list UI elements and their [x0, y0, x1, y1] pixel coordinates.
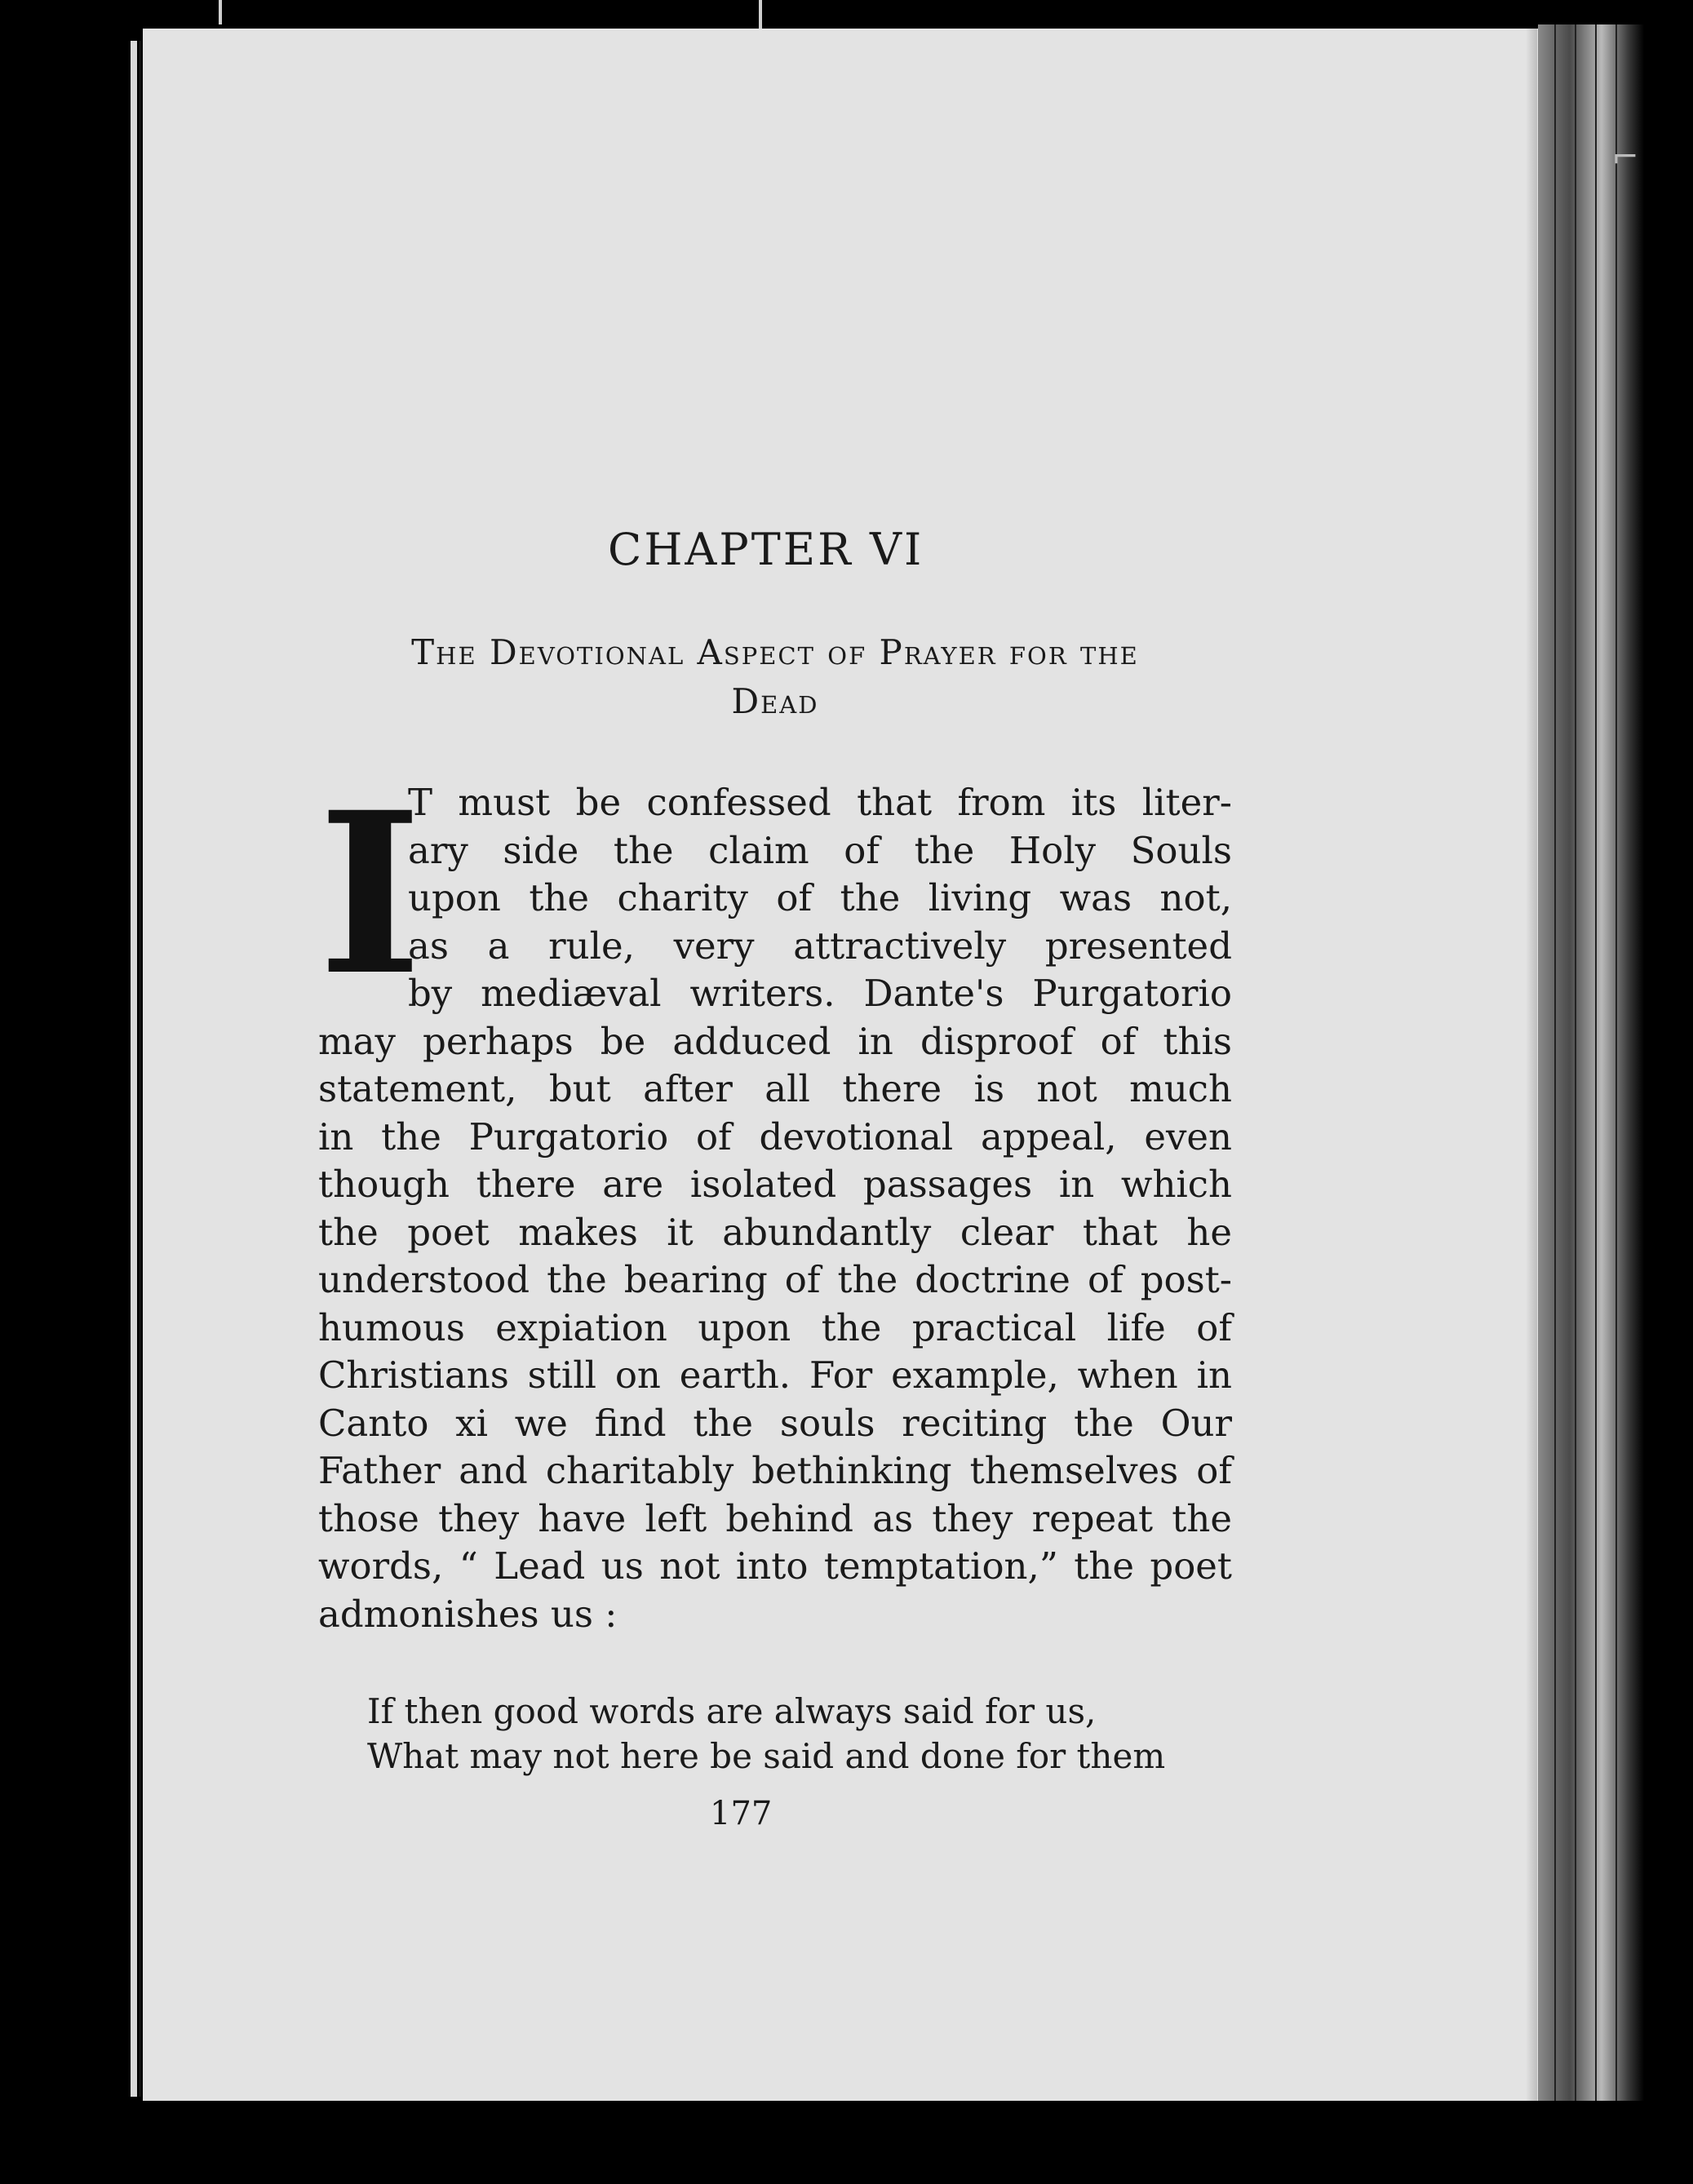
verse-line: If then good words are always said for us,	[367, 1691, 1097, 1731]
body-line: upon the charity of the living was not,	[408, 876, 1232, 919]
body-line: ary side the claim of the Holy Souls	[408, 828, 1232, 872]
top-scan-mark	[219, 0, 222, 24]
chapter-heading: CHAPTER VI	[608, 524, 924, 575]
scan-artifact: ⌐	[1611, 139, 1639, 176]
page-number: 177	[710, 1795, 773, 1832]
body-line: T must be confessed that from its liter-	[408, 781, 1232, 824]
body-line: in the Purgatorio of devotional appeal, even	[318, 1114, 1232, 1158]
chapter-title	[310, 628, 1240, 726]
page-stack-edge	[1538, 24, 1644, 2101]
body-line: admonishes us :	[318, 1592, 618, 1636]
chapter-title-line: Dead	[731, 681, 819, 721]
top-scan-mark	[759, 0, 762, 31]
verse-quote	[367, 1689, 1165, 1779]
left-page-shadow	[139, 41, 141, 2097]
verse-line: What may not here be said and done for them	[367, 1736, 1166, 1776]
body-line: by mediæval writers. Dante's Purgatorio	[408, 972, 1232, 1015]
body-line: Canto xi we find the souls reciting the Our	[318, 1401, 1232, 1445]
body-text	[318, 764, 1232, 1638]
body-line: as a rule, very attractively presented	[408, 924, 1232, 968]
body-line: statement, but after all there is not much	[318, 1067, 1232, 1110]
body-line: may perhaps be adduced in disproof of this	[318, 1019, 1232, 1063]
body-line: though there are isolated passages in which	[318, 1163, 1232, 1206]
book-page	[143, 29, 1538, 2101]
drop-cap: I	[318, 764, 423, 1025]
body-line: understood the bearing of the doctrine of post-	[318, 1258, 1232, 1301]
chapter-title-line: The Devotional Aspect of Prayer for the	[411, 632, 1139, 672]
body-line: humous expiation upon the practical life of	[318, 1305, 1232, 1349]
body-line: Father and charitably bethinking themselves of	[318, 1449, 1232, 1492]
body-line: Christians still on earth. For example, when in	[318, 1353, 1232, 1397]
body-line: the poet makes it abundantly clear that he	[318, 1210, 1232, 1254]
page-gutter-shadow	[1526, 29, 1537, 2101]
body-line: those they have left behind as they repeat the	[318, 1496, 1232, 1540]
body-line: words, “ Lead us not into temptation,” the poet	[318, 1544, 1232, 1588]
left-page-edge	[0, 33, 131, 2097]
left-page-border	[131, 41, 137, 2097]
